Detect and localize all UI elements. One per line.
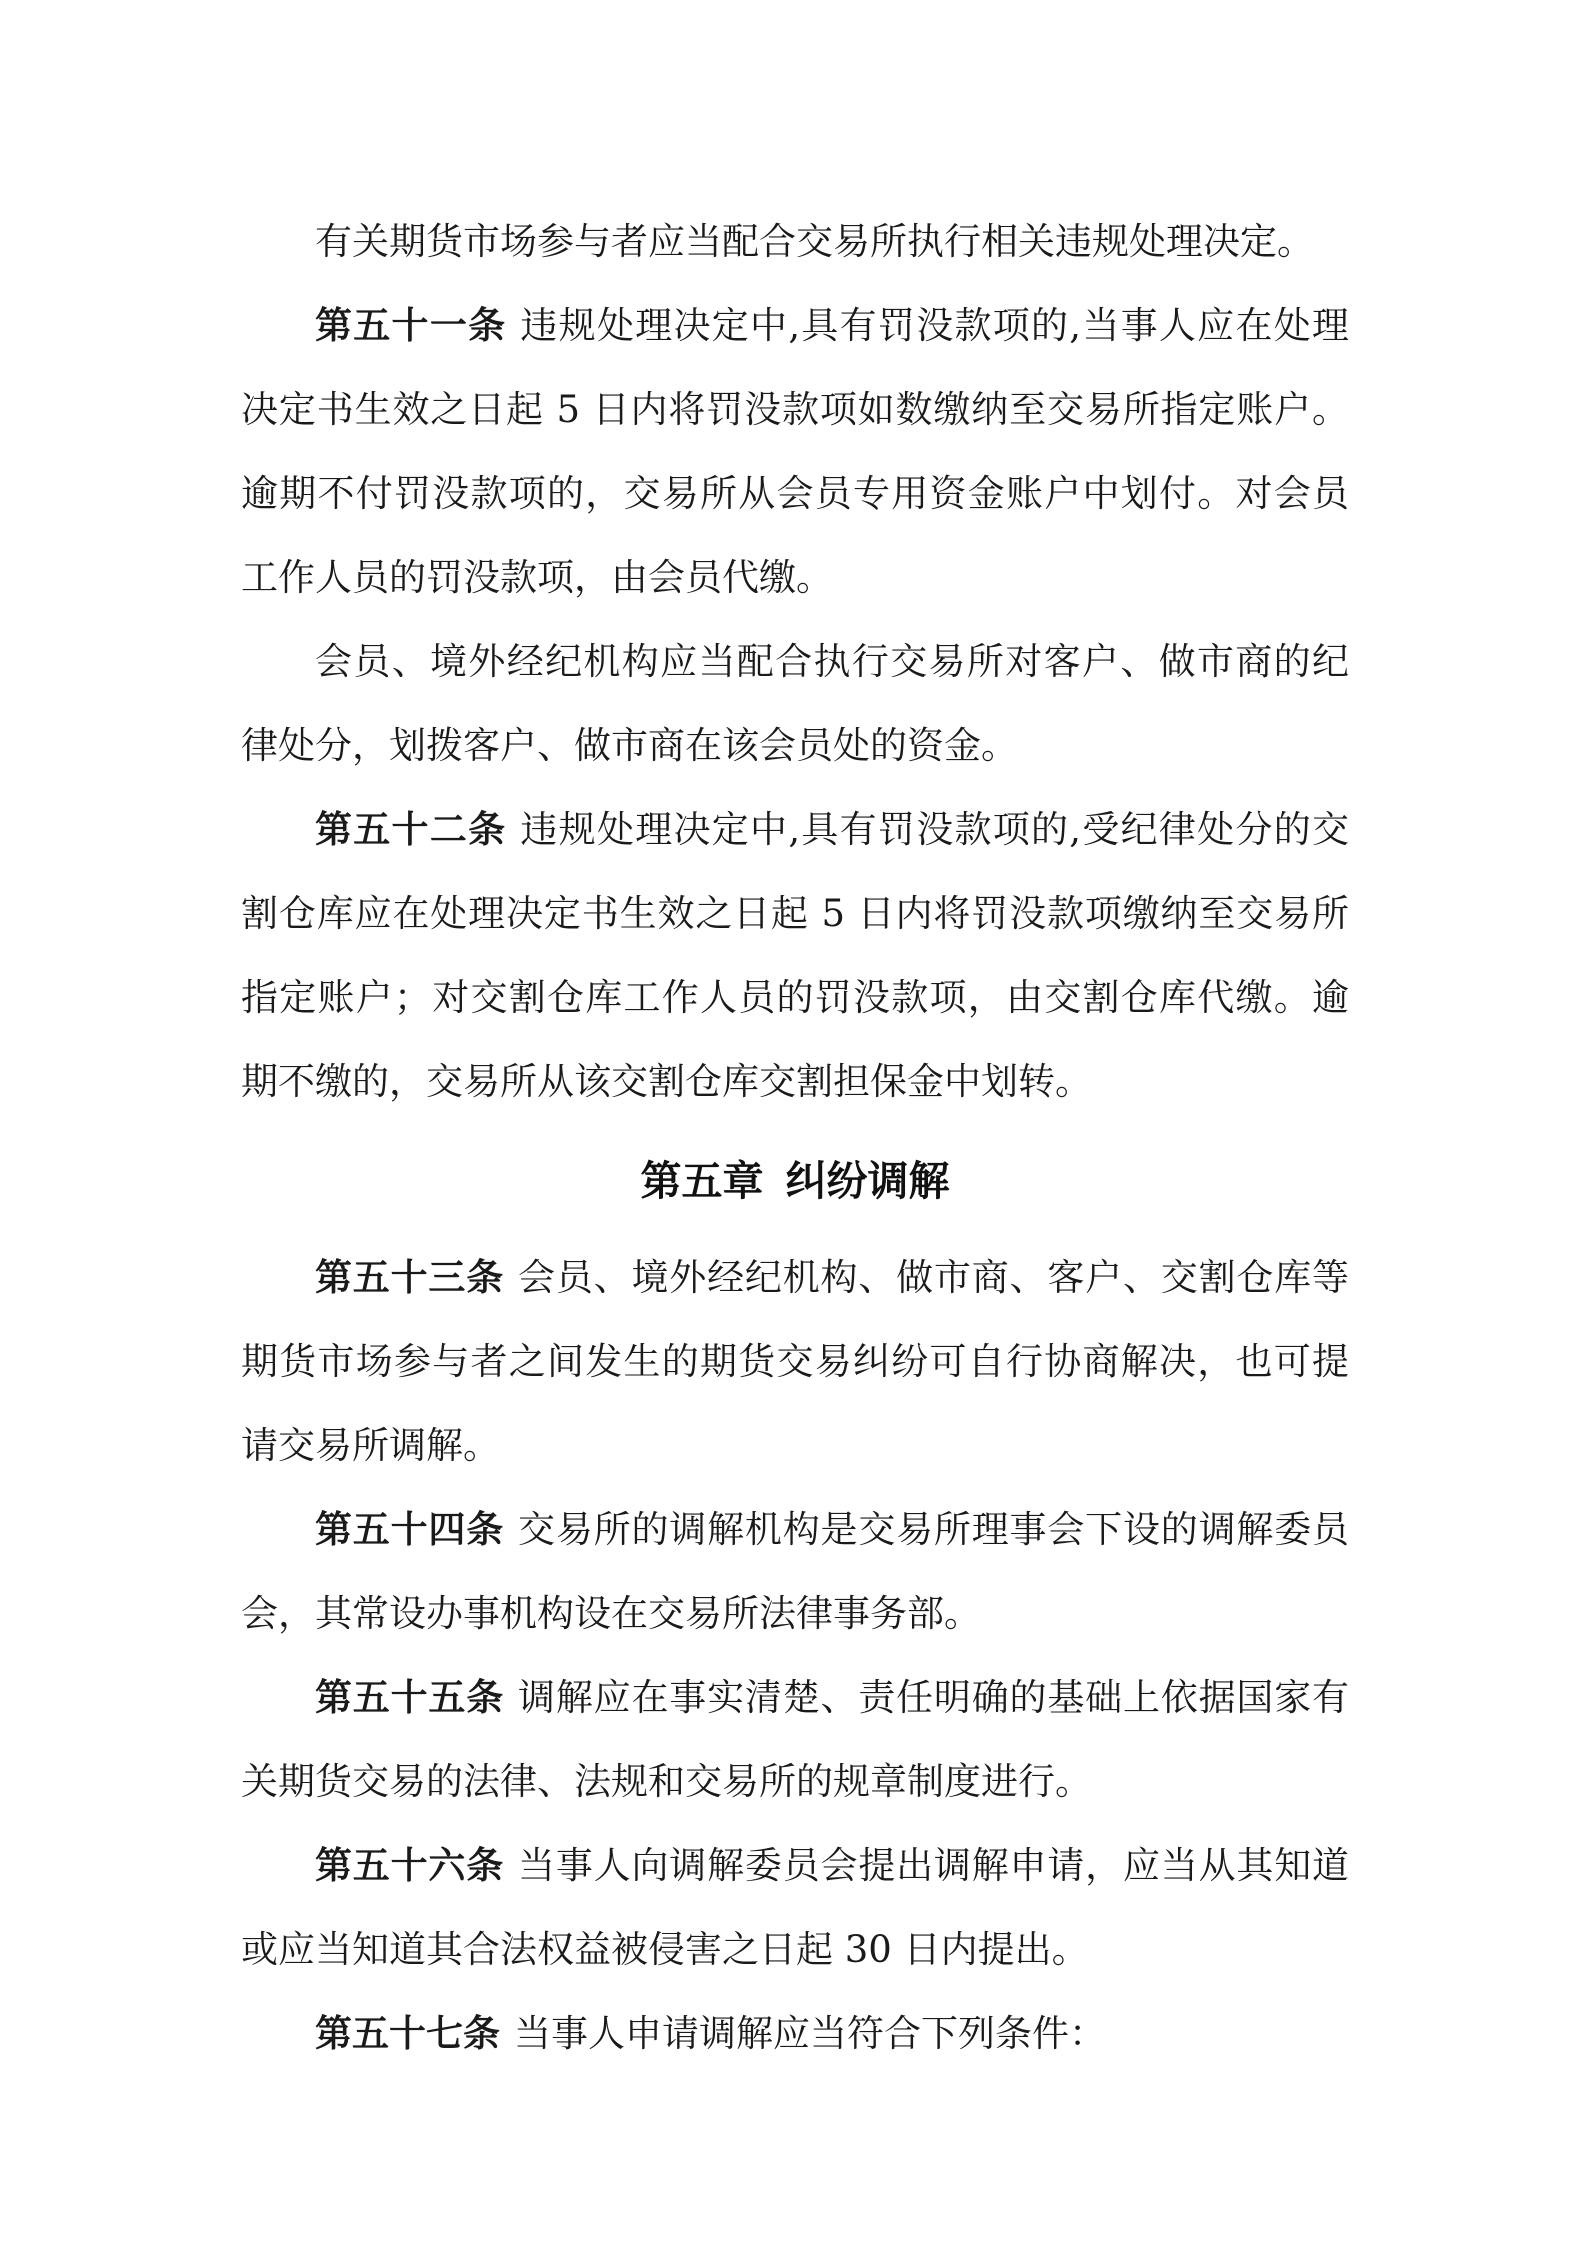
article-text: 违规处理决定中,具有罚没款项的,当事人应在处理决定书生效之日起 5 日内将罚没款项如数缴纳至交易所指定账户。逾期不付罚没款项的，交易所从会员专用资金账户中划付。对会员工作人员的罚没款项，由会员代缴。 — [241, 304, 1349, 599]
paragraph-text: 有关期货市场参与者应当配合交易所执行相关违规处理决定。 — [315, 220, 1314, 263]
article-number: 第五十一条 — [315, 304, 507, 347]
chapter-heading — [241, 1136, 1349, 1226]
article-number: 第五十五条 — [315, 1676, 505, 1719]
article-number: 第五十七条 — [315, 2012, 500, 2055]
article-number: 第五十四条 — [315, 1508, 505, 1551]
article-51 — [241, 284, 1349, 620]
article-55 — [241, 1656, 1349, 1824]
article-text: 会员、境外经纪机构、做市商、客户、交割仓库等期货市场参与者之间发生的期货交易纠纷可自行协商解决，也可提请交易所调解。 — [241, 1256, 1350, 1467]
chapter-number: 第五章 — [640, 1157, 764, 1205]
paragraph-member-cooperation — [241, 620, 1349, 788]
paragraph-enforcement-cooperation — [241, 200, 1349, 284]
document-page — [241, 200, 1349, 2076]
article-54 — [241, 1488, 1349, 1656]
article-text: 交易所的调解机构是交易所理事会下设的调解委员会，其常设办事机构设在交易所法律事务部。 — [241, 1508, 1350, 1635]
article-text: 违规处理决定中,具有罚没款项的,受纪律处分的交割仓库应在处理决定书生效之日起 5 日内将罚没款项缴纳至交易所指定账户；对交割仓库工作人员的罚没款项，由交割仓库代缴。逾期不缴的，交易所从该交割仓库交割担保金中划转。 — [241, 808, 1349, 1103]
chapter-title: 纠纷调解 — [785, 1157, 950, 1205]
article-52 — [241, 788, 1349, 1124]
article-56 — [241, 1824, 1349, 1992]
article-number: 第五十二条 — [315, 808, 507, 851]
article-text: 当事人申请调解应当符合下列条件： — [514, 2012, 1106, 2055]
article-number: 第五十六条 — [315, 1844, 505, 1887]
paragraph-text: 会员、境外经纪机构应当配合执行交易所对客户、做市商的纪律处分，划拨客户、做市商在该会员处的资金。 — [241, 640, 1349, 767]
article-53 — [241, 1236, 1349, 1488]
article-number: 第五十三条 — [315, 1256, 505, 1299]
article-57 — [241, 1992, 1349, 2076]
article-text: 调解应在事实清楚、责任明确的基础上依据国家有关期货交易的法律、法规和交易所的规章制度进行。 — [241, 1676, 1350, 1803]
article-text: 当事人向调解委员会提出调解申请，应当从其知道或应当知道其合法权益被侵害之日起 30 日内提出。 — [241, 1844, 1350, 1971]
